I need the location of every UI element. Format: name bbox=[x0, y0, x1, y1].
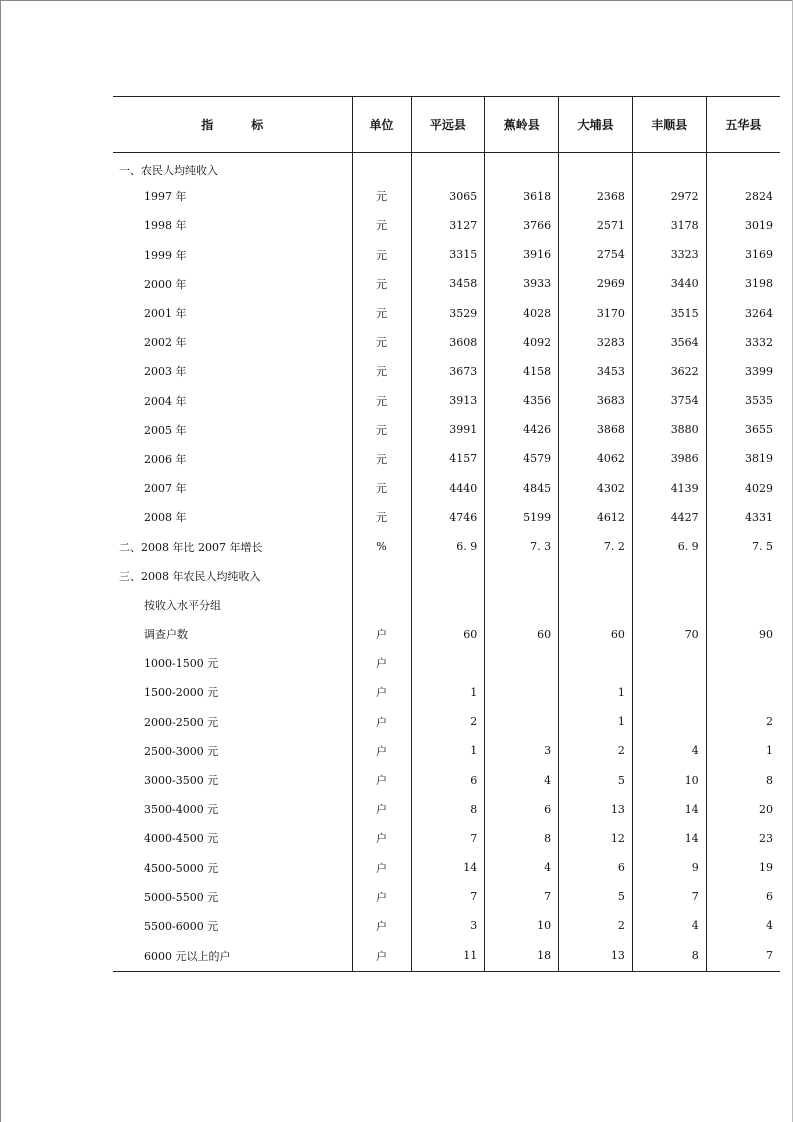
row-value-cell: 3 bbox=[485, 736, 559, 765]
row-value-cell: 12 bbox=[559, 824, 633, 853]
header-indicator bbox=[113, 97, 352, 153]
row-unit: 户 bbox=[352, 736, 411, 765]
row-value-cell: 4092 bbox=[485, 328, 559, 357]
row-unit: 户 bbox=[352, 824, 411, 853]
row-value-cell: 6. 9 bbox=[411, 532, 485, 561]
row-value-cell: 4427 bbox=[632, 503, 706, 532]
row-value-cell: 3170 bbox=[559, 298, 633, 327]
row-label: 2004 年 bbox=[144, 394, 187, 408]
row-value-cell: 4029 bbox=[706, 474, 780, 503]
table-row bbox=[113, 357, 780, 386]
row-value-cell bbox=[632, 707, 706, 736]
row-value-cell: 3986 bbox=[632, 444, 706, 473]
row-value-cell: 7 bbox=[411, 882, 485, 911]
row-value-cell bbox=[485, 649, 559, 678]
row-value-cell: 3283 bbox=[559, 328, 633, 357]
row-value-cell: 6 bbox=[706, 882, 780, 911]
row-value-cell: 6 bbox=[485, 795, 559, 824]
row-label: 4000-4500 元 bbox=[144, 832, 219, 846]
row-label: 三、2008 年农民人均纯收入 bbox=[119, 569, 261, 583]
row-value-cell: 3453 bbox=[559, 357, 633, 386]
row-value-cell: 60 bbox=[411, 620, 485, 649]
row-label: 2005 年 bbox=[144, 423, 187, 437]
table-row bbox=[113, 298, 780, 327]
row-unit: 户 bbox=[352, 882, 411, 911]
table-row bbox=[113, 707, 780, 736]
row-value-cell: 6. 9 bbox=[632, 532, 706, 561]
row-label: 2008 年 bbox=[144, 511, 187, 525]
row-value-cell bbox=[632, 153, 706, 182]
row-value-cell: 7. 5 bbox=[706, 532, 780, 561]
row-value-cell: 2 bbox=[706, 707, 780, 736]
page-border-top bbox=[0, 0, 793, 1]
row-value-cell: 3019 bbox=[706, 211, 780, 240]
row-label: 1998 年 bbox=[144, 219, 187, 233]
row-value-cell: 4 bbox=[485, 765, 559, 794]
row-value-cell bbox=[485, 153, 559, 182]
row-value-cell: 7 bbox=[485, 882, 559, 911]
row-value-cell: 4139 bbox=[632, 474, 706, 503]
row-value-cell: 1 bbox=[559, 707, 633, 736]
row-value-cell: 3754 bbox=[632, 386, 706, 415]
row-label: 1997 年 bbox=[144, 190, 187, 204]
row-label: 2007 年 bbox=[144, 482, 187, 496]
row-value-cell: 2368 bbox=[559, 182, 633, 211]
row-value-cell: 3458 bbox=[411, 269, 485, 298]
row-label: 1500-2000 元 bbox=[144, 686, 219, 700]
header-county-wuhua: 五华县 bbox=[706, 97, 780, 153]
row-value-cell: 4158 bbox=[485, 357, 559, 386]
row-unit: 元 bbox=[352, 328, 411, 357]
row-value-cell bbox=[706, 590, 780, 619]
row-value-cell: 60 bbox=[485, 620, 559, 649]
row-label: 2003 年 bbox=[144, 365, 187, 379]
row-label: 按收入水平分组 bbox=[144, 598, 221, 612]
row-value-cell bbox=[559, 153, 633, 182]
row-value-cell: 23 bbox=[706, 824, 780, 853]
row-value-cell bbox=[411, 649, 485, 678]
header-row bbox=[113, 97, 780, 153]
row-value-cell: 2571 bbox=[559, 211, 633, 240]
row-value-cell bbox=[485, 590, 559, 619]
table-row bbox=[113, 736, 780, 765]
row-unit: 元 bbox=[352, 474, 411, 503]
row-value-cell: 14 bbox=[411, 853, 485, 882]
row-unit: 元 bbox=[352, 211, 411, 240]
row-unit: 元 bbox=[352, 269, 411, 298]
row-value-cell: 4331 bbox=[706, 503, 780, 532]
table-row bbox=[113, 240, 780, 269]
row-label: 1000-1500 元 bbox=[144, 657, 219, 671]
row-value-cell: 8 bbox=[706, 765, 780, 794]
row-label: 一、农民人均纯收入 bbox=[119, 164, 218, 178]
row-label: 6000 元以上的户 bbox=[113, 941, 352, 972]
row-value-cell: 70 bbox=[632, 620, 706, 649]
row-value-cell: 3127 bbox=[411, 211, 485, 240]
row-value-cell: 4579 bbox=[485, 444, 559, 473]
row-value-cell: 3622 bbox=[632, 357, 706, 386]
row-unit: 元 bbox=[352, 298, 411, 327]
row-value-cell: 6 bbox=[559, 853, 633, 882]
header-county-jiaoling: 蕉岭县 bbox=[485, 97, 559, 153]
row-value-cell: 60 bbox=[559, 620, 633, 649]
row-unit: 元 bbox=[352, 415, 411, 444]
row-value-cell: 3264 bbox=[706, 298, 780, 327]
row-value-cell: 3868 bbox=[559, 415, 633, 444]
row-unit: 户 bbox=[352, 678, 411, 707]
row-value-cell: 3198 bbox=[706, 269, 780, 298]
row-value-cell: 3618 bbox=[485, 182, 559, 211]
row-value-cell: 20 bbox=[706, 795, 780, 824]
row-value-cell: 11 bbox=[411, 941, 485, 972]
row-value-cell bbox=[706, 649, 780, 678]
row-unit: 户 bbox=[352, 620, 411, 649]
row-label: 5500-6000 元 bbox=[144, 919, 219, 933]
row-label: 3000-3500 元 bbox=[144, 774, 219, 788]
row-value-cell: 4612 bbox=[559, 503, 633, 532]
row-value-cell: 13 bbox=[559, 795, 633, 824]
table-row bbox=[113, 182, 780, 211]
row-value-cell: 3399 bbox=[706, 357, 780, 386]
row-value-cell bbox=[485, 561, 559, 590]
row-value-cell: 10 bbox=[632, 765, 706, 794]
row-value-cell: 4746 bbox=[411, 503, 485, 532]
row-value-cell: 4 bbox=[706, 911, 780, 940]
row-value-cell: 1 bbox=[411, 736, 485, 765]
row-value-cell bbox=[632, 649, 706, 678]
row-value-cell: 5199 bbox=[485, 503, 559, 532]
row-value-cell: 4028 bbox=[485, 298, 559, 327]
row-unit: 户 bbox=[352, 911, 411, 940]
row-value-cell: 7. 3 bbox=[485, 532, 559, 561]
row-value-cell: 3529 bbox=[411, 298, 485, 327]
table-row bbox=[113, 678, 780, 707]
row-unit: 元 bbox=[352, 240, 411, 269]
row-value-cell: 3916 bbox=[485, 240, 559, 269]
row-label: 2500-3000 元 bbox=[144, 744, 219, 758]
row-value-cell bbox=[485, 678, 559, 707]
row-value-cell: 3315 bbox=[411, 240, 485, 269]
row-value-cell: 3178 bbox=[632, 211, 706, 240]
row-value-cell: 3608 bbox=[411, 328, 485, 357]
row-unit: 元 bbox=[352, 386, 411, 415]
row-value-cell: 2972 bbox=[632, 182, 706, 211]
statistics-table bbox=[113, 96, 780, 972]
table-row bbox=[113, 474, 780, 503]
table-row bbox=[113, 269, 780, 298]
row-value-cell: 4356 bbox=[485, 386, 559, 415]
row-value-cell: 3564 bbox=[632, 328, 706, 357]
row-value-cell: 3515 bbox=[632, 298, 706, 327]
row-value-cell: 5 bbox=[559, 882, 633, 911]
row-value-cell: 3933 bbox=[485, 269, 559, 298]
row-value-cell: 1 bbox=[706, 736, 780, 765]
table-row bbox=[113, 590, 780, 619]
row-label: 2006 年 bbox=[144, 452, 187, 466]
row-label: 5000-5500 元 bbox=[144, 890, 219, 904]
row-value-cell: 3673 bbox=[411, 357, 485, 386]
table-row bbox=[113, 765, 780, 794]
row-label: 2001 年 bbox=[144, 307, 187, 321]
row-unit bbox=[352, 561, 411, 590]
row-value-cell: 7 bbox=[632, 882, 706, 911]
row-value-cell: 8 bbox=[632, 941, 706, 972]
row-value-cell: 3913 bbox=[411, 386, 485, 415]
row-value-cell: 8 bbox=[485, 824, 559, 853]
row-unit: 户 bbox=[352, 795, 411, 824]
row-value-cell: 3440 bbox=[632, 269, 706, 298]
row-unit: 户 bbox=[352, 649, 411, 678]
row-value-cell: 14 bbox=[632, 795, 706, 824]
row-value-cell: 3332 bbox=[706, 328, 780, 357]
row-value-cell: 3819 bbox=[706, 444, 780, 473]
row-value-cell: 4 bbox=[632, 736, 706, 765]
table-row bbox=[113, 415, 780, 444]
row-value-cell bbox=[632, 561, 706, 590]
row-unit: 户 bbox=[352, 765, 411, 794]
row-value-cell: 4062 bbox=[559, 444, 633, 473]
row-label: 4500-5000 元 bbox=[144, 861, 219, 875]
row-value-cell: 2 bbox=[411, 707, 485, 736]
row-unit: 元 bbox=[352, 503, 411, 532]
row-value-cell: 2754 bbox=[559, 240, 633, 269]
row-value-cell: 4302 bbox=[559, 474, 633, 503]
row-unit: 元 bbox=[352, 182, 411, 211]
row-value-cell: 2969 bbox=[559, 269, 633, 298]
row-value-cell: 4440 bbox=[411, 474, 485, 503]
table-header bbox=[113, 97, 780, 153]
row-value-cell: 90 bbox=[706, 620, 780, 649]
row-unit: % bbox=[352, 532, 411, 561]
row-value-cell bbox=[485, 707, 559, 736]
row-value-cell bbox=[411, 561, 485, 590]
row-value-cell: 4157 bbox=[411, 444, 485, 473]
row-value-cell bbox=[559, 590, 633, 619]
table-row bbox=[113, 649, 780, 678]
row-label: 二、2008 年比 2007 年增长 bbox=[119, 540, 263, 554]
table-row bbox=[113, 386, 780, 415]
row-value-cell bbox=[411, 590, 485, 619]
row-value-cell: 4426 bbox=[485, 415, 559, 444]
row-value-cell: 4 bbox=[632, 911, 706, 940]
row-value-cell: 7 bbox=[706, 941, 780, 972]
table-row bbox=[113, 620, 780, 649]
row-value-cell: 3169 bbox=[706, 240, 780, 269]
row-value-cell bbox=[632, 590, 706, 619]
row-unit: 户 bbox=[352, 853, 411, 882]
row-value-cell: 3991 bbox=[411, 415, 485, 444]
row-value-cell: 3766 bbox=[485, 211, 559, 240]
row-value-cell: 4845 bbox=[485, 474, 559, 503]
row-value-cell: 5 bbox=[559, 765, 633, 794]
row-value-cell bbox=[706, 153, 780, 182]
row-value-cell: 7 bbox=[411, 824, 485, 853]
row-unit: 元 bbox=[352, 357, 411, 386]
row-value-cell: 14 bbox=[632, 824, 706, 853]
row-unit bbox=[352, 590, 411, 619]
row-value-cell: 4 bbox=[485, 853, 559, 882]
row-unit: 元 bbox=[352, 444, 411, 473]
row-label: 2000 年 bbox=[144, 277, 187, 291]
table-row bbox=[113, 503, 780, 532]
page-border-left bbox=[0, 0, 1, 1122]
row-value-cell bbox=[706, 678, 780, 707]
row-value-cell bbox=[559, 649, 633, 678]
row-label: 调查户数 bbox=[144, 628, 188, 642]
row-unit: 户 bbox=[352, 707, 411, 736]
row-label: 2000-2500 元 bbox=[144, 715, 219, 729]
row-value-cell bbox=[559, 561, 633, 590]
header-county-fengshun: 丰顺县 bbox=[632, 97, 706, 153]
row-value-cell: 7. 2 bbox=[559, 532, 633, 561]
row-value-cell bbox=[632, 678, 706, 707]
header-indicator-char-2: 标 bbox=[251, 118, 264, 132]
row-value-cell: 8 bbox=[411, 795, 485, 824]
row-value-cell: 3683 bbox=[559, 386, 633, 415]
table-row bbox=[113, 795, 780, 824]
row-value-cell: 10 bbox=[485, 911, 559, 940]
row-value-cell bbox=[411, 153, 485, 182]
header-county-dabu: 大埔县 bbox=[559, 97, 633, 153]
row-value-cell: 2 bbox=[559, 911, 633, 940]
row-value-cell: 13 bbox=[559, 941, 633, 972]
row-value-cell: 1 bbox=[559, 678, 633, 707]
table-row bbox=[113, 824, 780, 853]
table-row bbox=[113, 153, 780, 182]
header-indicator-char-1: 指 bbox=[201, 118, 214, 132]
table-body bbox=[113, 153, 780, 972]
table-row bbox=[113, 561, 780, 590]
table-row bbox=[113, 941, 780, 972]
row-value-cell: 18 bbox=[485, 941, 559, 972]
table-row bbox=[113, 532, 780, 561]
row-unit: 户 bbox=[352, 941, 411, 972]
row-value-cell: 3880 bbox=[632, 415, 706, 444]
table-row bbox=[113, 444, 780, 473]
table-row bbox=[113, 211, 780, 240]
row-label: 3500-4000 元 bbox=[144, 803, 219, 817]
row-value-cell bbox=[706, 561, 780, 590]
row-label: 1999 年 bbox=[144, 248, 187, 262]
row-value-cell: 2 bbox=[559, 736, 633, 765]
table-row bbox=[113, 882, 780, 911]
row-value-cell: 1 bbox=[411, 678, 485, 707]
row-value-cell: 2824 bbox=[706, 182, 780, 211]
row-label: 2002 年 bbox=[144, 336, 187, 350]
row-value-cell: 19 bbox=[706, 853, 780, 882]
row-unit bbox=[352, 153, 411, 182]
row-value-cell: 9 bbox=[632, 853, 706, 882]
table-row bbox=[113, 853, 780, 882]
row-value-cell: 3655 bbox=[706, 415, 780, 444]
row-value-cell: 3535 bbox=[706, 386, 780, 415]
table-row bbox=[113, 911, 780, 940]
header-unit: 单位 bbox=[352, 97, 411, 153]
row-value-cell: 3065 bbox=[411, 182, 485, 211]
header-county-pingyuan: 平远县 bbox=[411, 97, 485, 153]
row-value-cell: 3323 bbox=[632, 240, 706, 269]
table-row bbox=[113, 328, 780, 357]
row-value-cell: 6 bbox=[411, 765, 485, 794]
row-value-cell: 3 bbox=[411, 911, 485, 940]
